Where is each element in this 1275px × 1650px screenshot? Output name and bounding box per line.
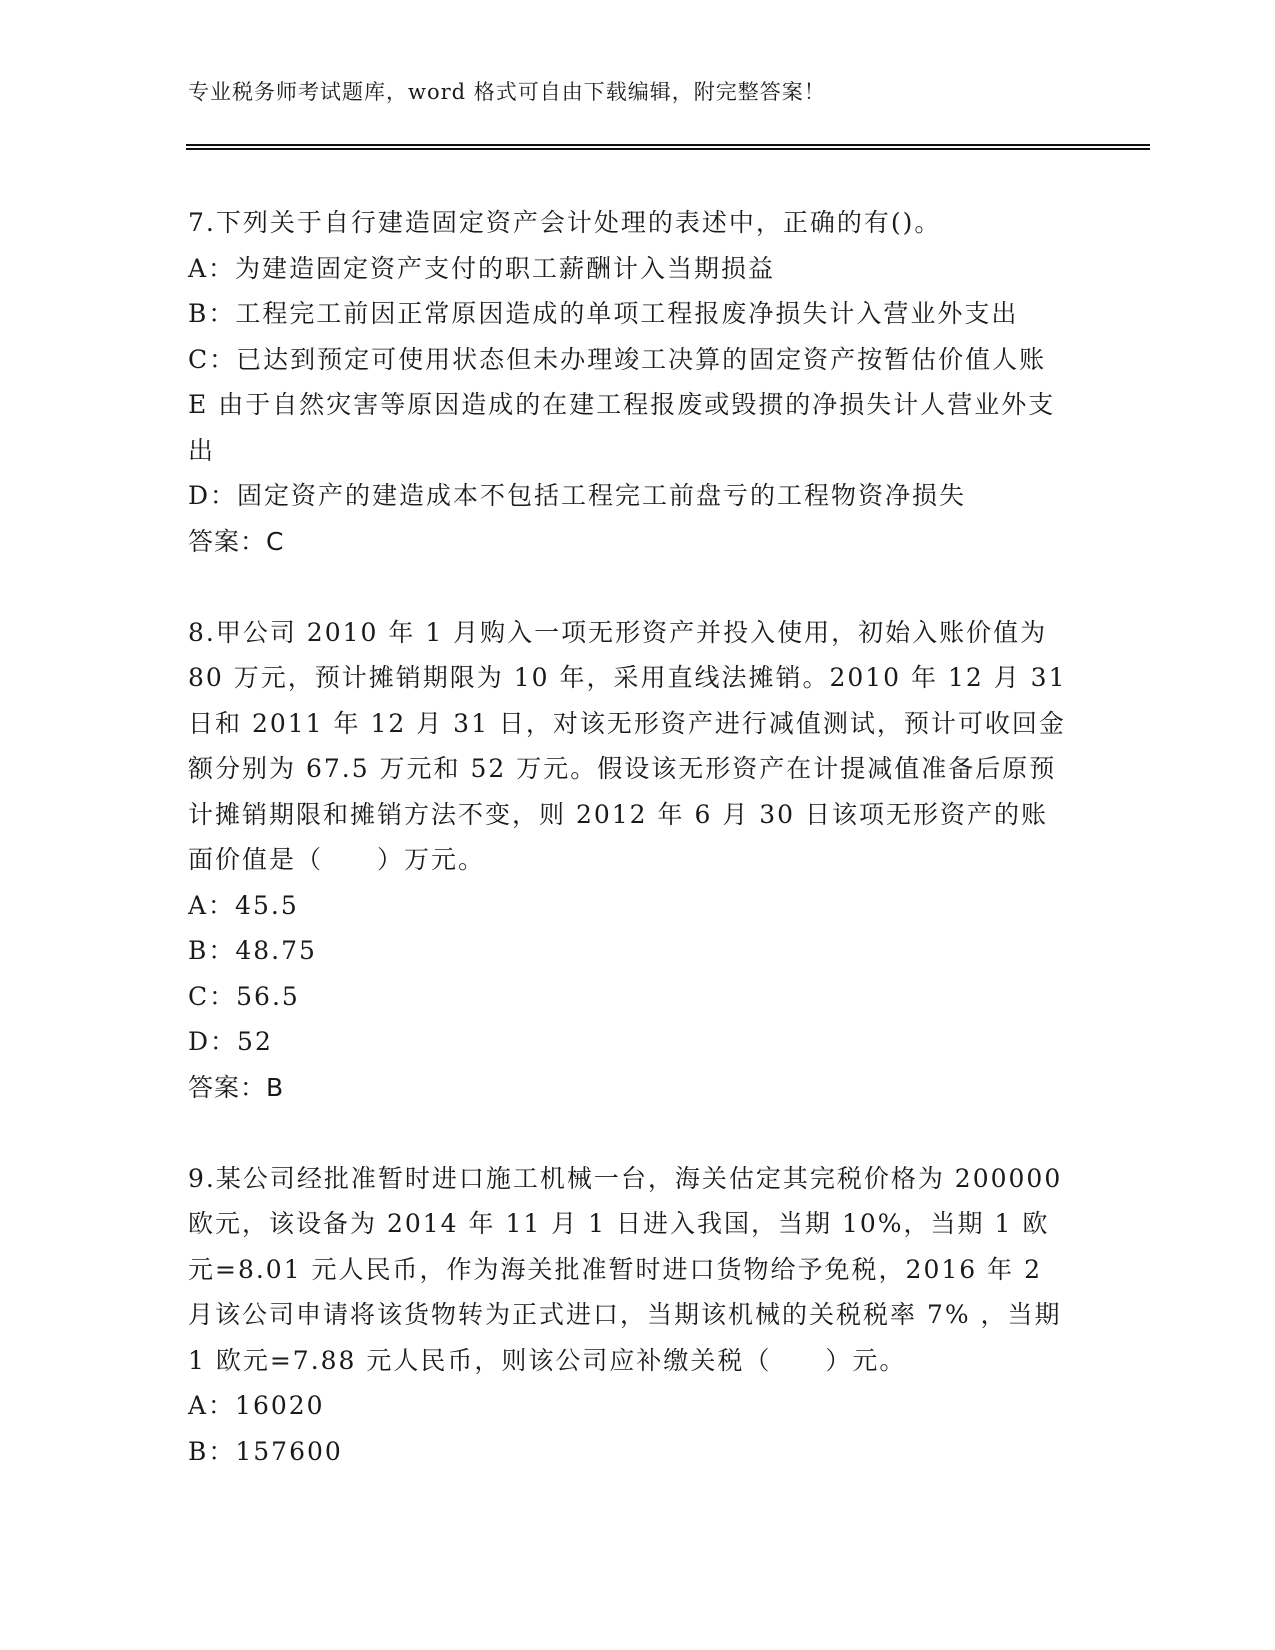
option-d: D：固定资产的建造成本不包括工程完工前盘亏的工程物资净损失 (188, 481, 967, 510)
question-text: 8.甲公司 2010 年 1 月购入一项无形资产并投入使用，初始入账价值为 80 万元，预计摊销期限为 10 年，采用直线法摊销。2010 年 12 月 31 日和 2011 年 12 月 31 日，对该无形资产进行减值测试，预计可收回金额分别为 67.5 万元和 52 万元。假设该无形资产在计提减值准备后原预计摊销期限和摊销方法不变，则 2012 年 6 月 30 日该项无形资产的账面价值是（ ）万元。 (188, 617, 1067, 874)
question-8 (188, 610, 1068, 1111)
question-spacer (188, 564, 1068, 610)
option-b: B：48.75 (188, 936, 317, 965)
question-text: 9.某公司经批准暂时进口施工机械一台，海关估定其完税价格为 200000 欧元，该设备为 2014 年 11 月 1 日进入我国，当期 10%，当期 1 欧元=8.01 元人民币，作为海关批准暂时进口货物给予免税，2016 年 2 月该公司申请将该货物转为正式进口，当期该机械的关税税率 7% ，当期 1 欧元=7.88 元人民币，则该公司应补缴关税（ ）元。 (188, 1163, 1063, 1375)
option-b: B：157600 (188, 1436, 343, 1466)
question-list (188, 200, 1068, 1474)
option-c: C：已达到预定可使用状态但未办理竣工决算的固定资产按暂估价值人账 E 由于自然灾害等原因造成的在建工程报废或毁掼的净损失计人营业外支出 (188, 344, 1056, 465)
option-a: A：16020 (188, 1391, 325, 1420)
question-spacer (188, 1110, 1068, 1156)
question-9 (188, 1156, 1068, 1475)
question-text: 7.下列关于自行建造固定资产会计处理的表述中，正确的有()。 (188, 208, 942, 237)
option-c: C：56.5 (188, 981, 300, 1011)
question-7 (188, 200, 1068, 564)
header-divider (186, 144, 1150, 146)
header-divider-second (186, 148, 1150, 150)
answer-label: 答案：C (188, 526, 285, 556)
option-b: B：工程完工前因正常原因造成的单项工程报废净损失计入营业外支出 (188, 299, 1019, 328)
answer-label: 答案：B (188, 1072, 285, 1102)
option-a: A：45.5 (188, 890, 299, 920)
page-header-title: 专业税务师考试题库，word 格式可自由下载编辑，附完整答案！ (188, 80, 826, 104)
option-a: A：为建造固定资产支付的职工薪酬计入当期损益 (188, 253, 776, 283)
option-d: D：52 (188, 1027, 273, 1056)
